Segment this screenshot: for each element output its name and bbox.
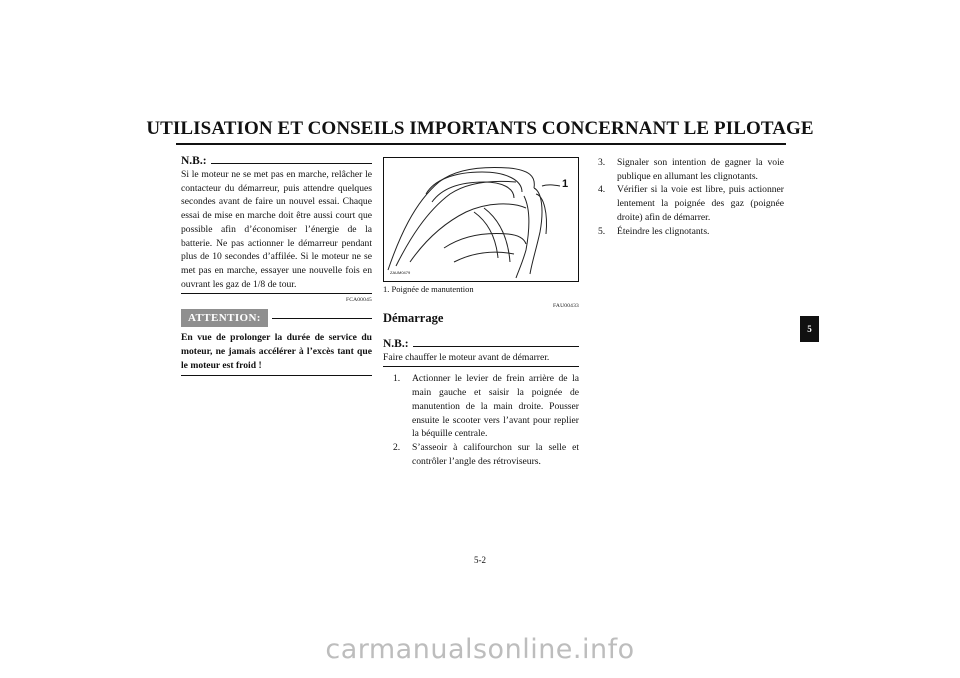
column-left — [181, 155, 372, 376]
chapter-tab: 5 — [800, 316, 819, 342]
callout-number: 1 — [562, 178, 569, 190]
nb-text: Si le moteur ne se met pas en marche, relâcher le contacteur du démarreur, puis attendre quelques secondes avant de faire un nouvel essai. Chaque essai de mise en marche doit être aussi court que possible afin d’économiser l’énergie de la batterie. Ne pas actionner le démarreur pendant plus de 10 secondes d’affilée. Si le moteur ne se met pas en marche, essayer une nouvelle fois en ouvrant les gaz de 1/8 de tour. — [181, 169, 372, 290]
watermark: carmanualsonline.info — [325, 634, 635, 665]
title-underline — [176, 143, 786, 145]
figure-caption: 1. Poignée de manutention — [383, 284, 474, 294]
figure-code: ZAUM0479 — [390, 270, 411, 275]
list-item: 1. Actionner le levier de frein arrière de la main gauche et saisir la poignée de manutention de la main droite. Pousser ensuite le scooter vers l’avant pour replier la béquille centrale. — [393, 373, 579, 440]
list-item: 5. Éteindre les clignotants. — [598, 225, 710, 237]
page-title: UTILISATION ET CONSEILS IMPORTANTS CONCERNANT LE PILOTAGE — [146, 118, 814, 139]
section-code: FAU00433 — [553, 302, 579, 309]
figure-handle — [383, 157, 579, 282]
column-middle — [383, 157, 579, 468]
column-right — [598, 156, 784, 238]
list-item: 4. Vérifier si la voie est libre, puis actionner lentement la poignée des gaz (poignée droite) afin de démarrer. — [598, 184, 784, 223]
caution-code: FCA00045 — [345, 297, 372, 304]
start-steps-list — [383, 372, 579, 468]
nb-heading-2 — [383, 338, 579, 350]
nb-bottom-rule-2 — [383, 366, 579, 367]
nb-text-2: Faire chauffer le moteur avant de démarrer. — [383, 351, 550, 363]
nb-rule-2 — [413, 346, 579, 347]
nb-heading — [181, 155, 372, 167]
scooter-seat-illustration — [384, 158, 578, 281]
section-title: Démarrage — [383, 310, 444, 325]
nb-label-2: N.B.: — [383, 337, 409, 350]
list-item: 2. S’asseoir à califourchon sur la selle et contrôler l’angle des rétroviseurs. — [393, 441, 579, 467]
nb-bottom-rule — [181, 293, 372, 294]
nb-rule — [211, 163, 372, 164]
attention-text: En vue de prolonger la durée de service du moteur, ne jamais accélérer à l’excès tant que le moteur est froid ! — [181, 332, 372, 371]
attention-bottom-rule — [181, 375, 372, 376]
attention-label: ATTENTION: — [181, 309, 268, 327]
page-number: 5-2 — [474, 555, 486, 565]
list-item: 3. Signaler son intention de gagner la voie publique en allumant les clignotants. — [598, 157, 784, 182]
attention-rule — [272, 318, 372, 319]
attention-heading — [181, 309, 372, 327]
nb-label: N.B.: — [181, 155, 207, 167]
start-steps-list-continued — [598, 156, 784, 238]
